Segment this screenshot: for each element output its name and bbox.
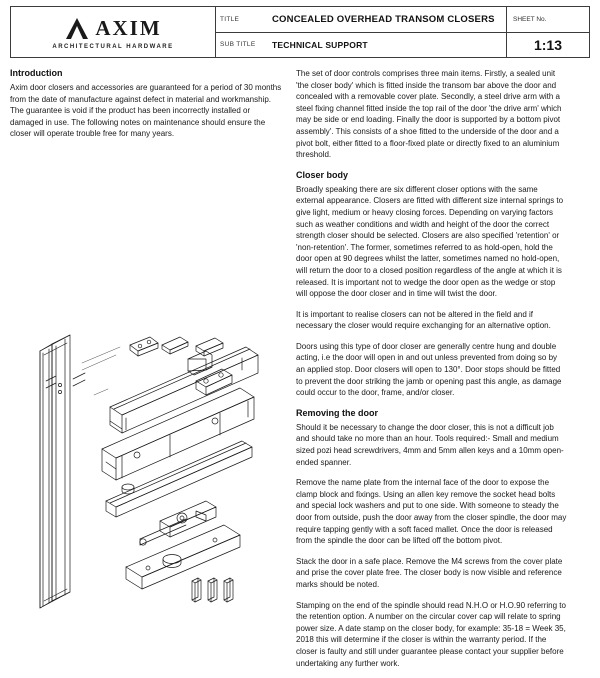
logo-wordmark <box>64 17 161 41</box>
sheet-block <box>507 7 589 57</box>
title-row <box>216 7 506 33</box>
removing-door-paragraph-1: Should it be necessary to change the door closer, this is not a difficult job and should take no more than an hour. Tools required:- Small and medium sized pozi head screwdrivers, 4mm and 5mm allen keys and a 10mm open-ended spanner. <box>296 422 564 467</box>
closer-body-paragraph-2: It is important to realise closers can not be altered in the field and if necessary the closer would require exchanging for an alternative option. <box>296 309 551 331</box>
title-value: CONCEALED OVERHEAD TRANSOM CLOSERS <box>272 13 495 25</box>
sheet-value-row <box>507 33 589 58</box>
subtitle-key: SUB TITLE <box>220 41 256 49</box>
right-column <box>296 68 568 678</box>
closer-body-paragraph-3: Doors using this type of door closer are generally centre hung and double acting, i.e the door will open in and out unless prevented from doing so by an applied stop. Door closers will open to 130°. Door stops should be fitted to prevent the door striking the jamb or opening past this angle, as damage could occur to the door, frame, and/or closer. <box>296 341 562 398</box>
overview-paragraph: The set of door controls comprises three main items. Firstly, a sealed unit 'the closer body' which is fitted inside the transom bar above the door and concealed with a removable cover plate. Secondly, a steel drive arm with a steel fixing channel fitted inside the top rail of the door 'the drive arm' which may be side or end loading. Finally the door is supported by a bottom pivot assembly'. This consists of a shoe fitted to the underside of the door and a pivot bolt, either fitted to a floor-fixed plate or directly fixed to an aluminium threshold. <box>296 69 562 160</box>
subtitle-value: TECHNICAL SUPPORT <box>272 39 368 50</box>
closer-body-heading: Closer body <box>296 169 349 180</box>
axim-arch-icon <box>64 17 90 41</box>
sheet-value: 1:13 <box>533 36 563 53</box>
title-block <box>10 6 590 58</box>
title-block-middle <box>216 7 507 57</box>
content-columns <box>10 68 590 678</box>
removing-door-paragraph-4: Stamping on the end of the spindle should read N.H.O or H.O.90 referring to the retention option. A number on the circular cover cap will relate to spring power size. A date stamp on the closer body, for example: 35-18 = Week 35, 2018 this will determine if the closer is within the warranty period. If the closer is faulty and still under guarantee please contact your supplier before undertaking any further work. <box>296 600 566 668</box>
sheet-key: SHEET No. <box>513 15 547 23</box>
sheet-key-row <box>507 7 589 33</box>
introduction-heading: Introduction <box>10 68 63 78</box>
left-column <box>10 68 282 678</box>
exploded-assembly-drawing <box>10 149 282 619</box>
title-key: TITLE <box>220 15 240 23</box>
introduction-text: Axim door closers and accessories are guaranteed for a period of 30 months from the date of manufacture against defect in material and workmanship. The guarantee is void if the product has been incorrectly installed or damaged in use. The following notes on maintenance should ensure the closer will operate trouble free for many years. <box>10 83 282 139</box>
removing-door-heading: Removing the door <box>296 407 379 418</box>
logo-tagline: ARCHITECTURAL HARDWARE <box>52 43 174 50</box>
subtitle-row <box>216 33 506 58</box>
closer-body-paragraph-1: Broadly speaking there are six different closer options with the same external appearance. Closers are fitted with different size internal springs to give light, medium or heavy closing forces. Depending on varying factors such as weather conditions and width and height of the door the correct strength closer should be selected. Closers are also specified 'retention' or 'non-retention'. The former, sometimes referred to as hold-open, hold the door open at 90 degrees whilst the latter, sometimes named no hold-open, will return the door to a closed position regardless of the angle at which it is released. It is important not to wedge the door open as the wedge or stop will oppose the door closer and in time will twist the door. <box>296 184 564 299</box>
company-logo <box>11 7 216 57</box>
removing-door-paragraph-2: Remove the name plate from the internal face of the door to expose the clamp block and fixings. Using an allen key remove the socket head bolts and special lock washers and put to one side. With someone to steady the door from outside, push the door away from the closer spindle, the door may require tapping gently with a soft faced mallet. Once the door is released from the spindle the door can be lifted off the bottom pivot. <box>296 478 567 546</box>
logo-name: AXIM <box>95 16 162 40</box>
removing-door-paragraph-3: Stack the door in a safe place. Remove the M4 screws from the cover plate and prise the cover plate free. The closer body is now visible and reference marks should be noted. <box>296 556 563 589</box>
